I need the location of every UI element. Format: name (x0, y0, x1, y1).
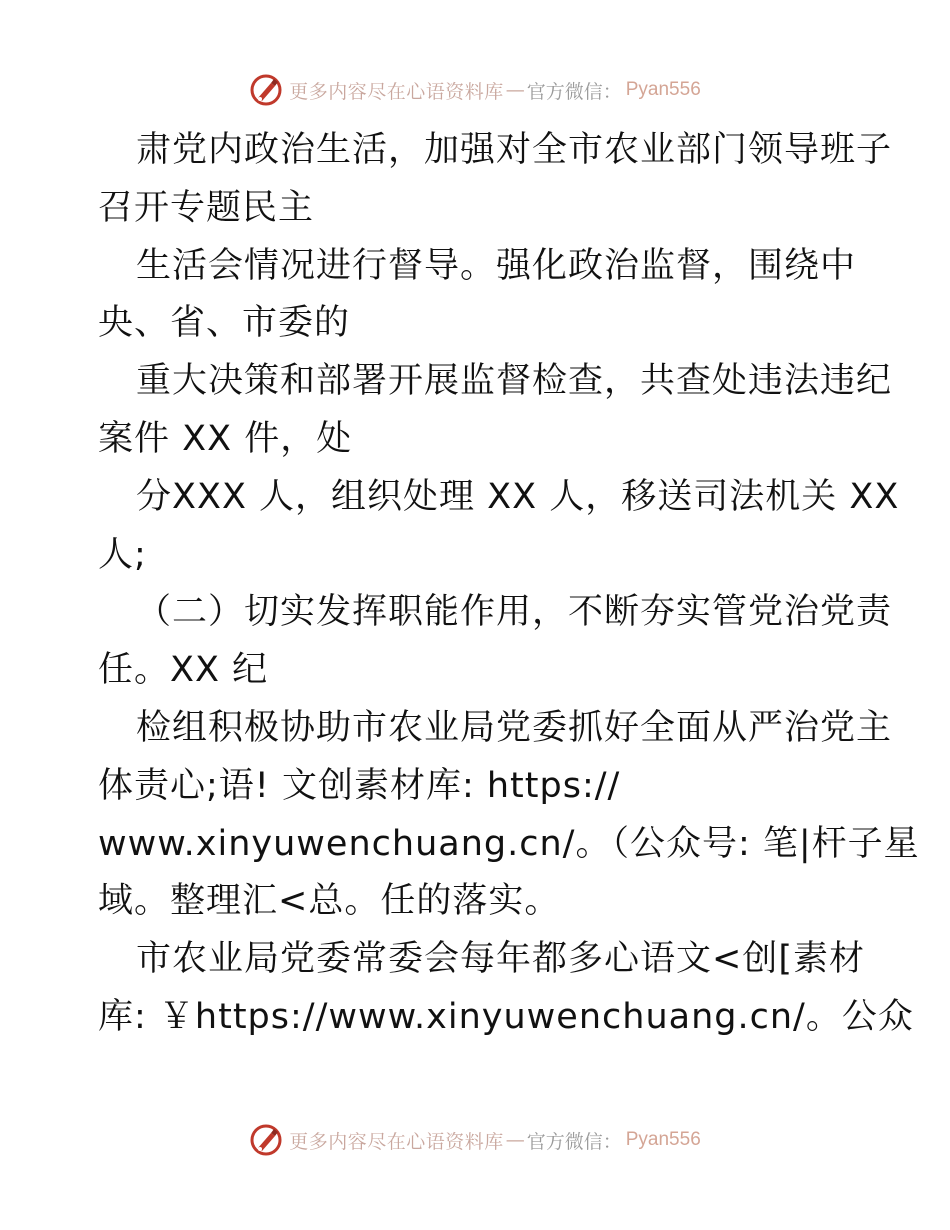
body-line: 央、省、市委的 (98, 303, 351, 344)
document-body (98, 122, 920, 1047)
separator-dash: — (505, 79, 525, 101)
body-line: 域。整理汇<总。任的落实。 (98, 881, 561, 922)
wechat-id-text: Pyan556 (625, 1129, 701, 1150)
body-line: 召开专题民主 (98, 187, 315, 228)
body-line: 生活会情况进行督导。强化政治监督，围绕中 (136, 245, 857, 286)
body-line: www.xinyuwenchuang.cn/。（公众号: 笔|杆子星 (98, 823, 920, 864)
body-line: 案件 XX 件，处 (98, 418, 353, 459)
site-name-text: 更多内容尽在心语资料库 (289, 80, 504, 103)
header-watermark-banner (0, 70, 950, 110)
body-line: 分XXX 人，组织处理 XX 人，移送司法机关 XX (136, 476, 900, 517)
official-wechat-label: 官方微信： (526, 1130, 622, 1153)
separator-dash: — (505, 1129, 525, 1151)
body-line: 肃党内政治生活，加强对全市农业部门领导班子 (136, 130, 893, 170)
body-line: 体责心;语! 文创素材库: https:// (98, 765, 621, 806)
pen-logo-icon (249, 73, 283, 107)
body-line: 市农业局党委常委会每年都多心语文<创[素材 (136, 939, 865, 980)
official-wechat-label: 官方微信： (526, 80, 622, 103)
section-heading-line: （二）切实发挥职能作用，不断夯实管党治党责 (136, 592, 893, 633)
body-line: 重大决策和部署开展监督检查，共查处违法违纪 (136, 361, 893, 402)
pen-logo-icon (249, 1123, 283, 1157)
body-line: 检组积极协助市农业局党委抓好全面从严治党主 (136, 707, 893, 748)
site-name-text: 更多内容尽在心语资料库 (289, 1130, 504, 1153)
body-line: 库: ￥https://www.xinyuwenchuang.cn/。公众 (98, 996, 914, 1037)
footer-watermark-banner (0, 1120, 950, 1160)
body-line: 人; (98, 534, 147, 575)
body-line: 任。XX 纪 (98, 650, 269, 691)
wechat-id-text: Pyan556 (625, 79, 701, 100)
